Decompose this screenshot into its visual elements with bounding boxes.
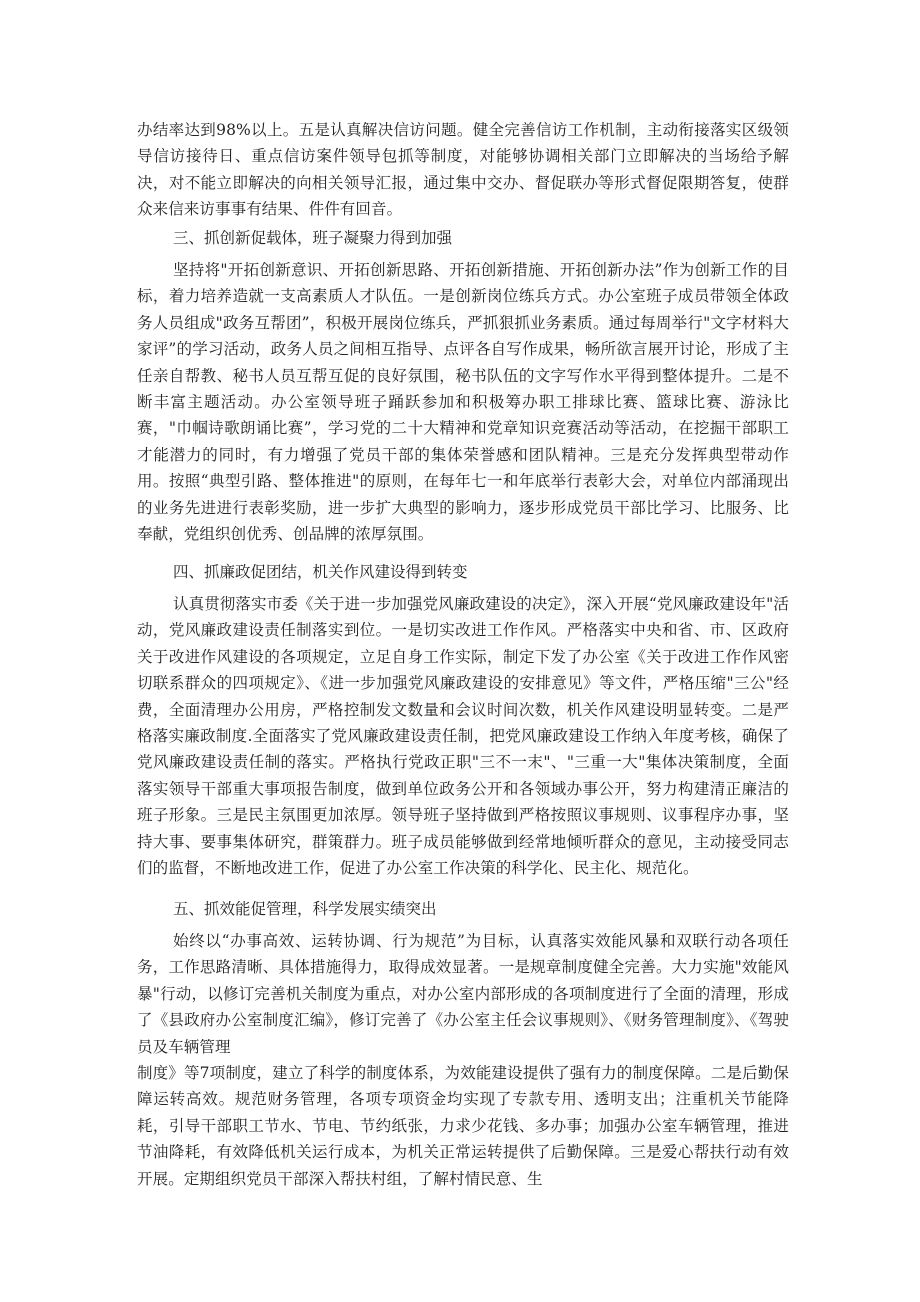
section-heading-integrity: 四、抓廉政促团结，机关作风建设得到转变 bbox=[173, 563, 468, 581]
paragraph-efficiency-body-part2: 制度》等7项制度，建立了科学的制度体系，为效能建设提供了强有力的制度保障。二是后勤保障运转高效。规范财务管理，各项专项资金均实现了专款专用、透明支出；注重机关节能降耗，引导干部职工节水、节电、节约纸张，力求少花钱、多办事；加强办公室车辆管理，推进节油降耗，有效降低机关运行成本，为机关正常运转提供了后勤保障。三是爱心帮扶行动有效开展。定期组织党员干部深入帮扶村组，了解村情民意、生 bbox=[137, 1064, 789, 1188]
paragraph-efficiency-body-part1: 始终以“办事高效、运转协调、行为规范”为目标，认真落实效能风暴和双联行动各项任务，工作思路清晰、具体措施得力，取得成效显著。一是规章制度健全完善。大力实施"效能风暴"行动，以修订完善机关制度为重点，对办公室内部形成的各项制度进行了全面的清理，形成了《县政府办公室制度汇编》，修订完善了《办公室主任会议事规则》、《财务管理制度》、《驾驶员及车辆管理 bbox=[137, 932, 789, 1056]
paragraph-integrity-body: 认真贯彻落实市委《关于进一步加强党风廉政建设的决定》，深入开展“党风廉政建设年"活动，党风廉政建设责任制落实到位。一是切实改进工作作风。严格落实中央和省、市、区政府关于改进作风建设的各项规定，立足自身工作实际，制定下发了办公室《关于改进工作作风密切联系群众的四项规定》、《进一步加强党风廉政建设的安排意见》等文件，严格压缩"三公"经费，全面清理办公用房，严格控制发文数量和会议时间次数，机关作风建设明显转变。二是严格落实廉政制度.全面落实了党风廉政建设责任制，把党风廉政建设工作纳入年度考核，确保了党风廉政建设责任制的落实。严格执行党政正职"三不一末"、"三重一大"集体决策制度，全面落实领导干部重大事项报告制度，做到单位政务公开和各领域办事公开，努力构建清正廉洁的班子形象。三是民主氛围更加浓厚。领导班子坚持做到严格按照议事规则、议事程序办事，坚持大事、要事集体研究，群策群力。班子成员能够做到经常地倾听群众的意见，主动接受同志们的监督，不断地改进工作，促进了办公室工作决策的科学化、民主化、规范化。 bbox=[137, 595, 789, 878]
section-heading-efficiency: 五、抓效能促管理，科学发展实绩突出 bbox=[173, 900, 437, 918]
paragraph-innovation-body: 坚持将"开拓创新意识、开拓创新思路、开拓创新措施、开拓创新办法”作为创新工作的目标，着力培养造就一支高素质人才队伍。一是创新岗位练兵方式。办公室班子成员带领全体政务人员组成"政务互帮团”，积极开展岗位练兵，严抓狠抓业务素质。通过每周举行"文字材料大家评”的学习活动，政务人员之间相互指导、点评各自写作成果，畅所欲言展开讨论，形成了主任亲自帮教、秘书人员互帮互促的良好氛围，秘书队伍的文字写作水平得到整体提升。二是不断丰富主题活动。办公室领导班子踊跃参加和积极筹办职工排球比赛、篮球比赛、游泳比赛，"巾帼诗歌朗诵比赛”，学习党的二十大精神和党章知识竞赛活动等活动，在挖掘干部职工才能潜力的同时，有力增强了党员干部的集体荣誉感和团队精神。三是充分发挥典型带动作用。按照“典型引路、整体推进"的原则，在每年七一和年底举行表彰大会，对单位内部涌现出的业务先进进行表彰奖励，进一步扩大典型的影响力，逐步形成党员干部比学习、比服务、比奉献，党组织创优秀、创品牌的浓厚氛围。 bbox=[137, 261, 789, 544]
paragraph-complaints-handling: 办结率达到98%以上。五是认真解决信访问题。健全完善信访工作机制，主动衔接落实区级领导信访接待日、重点信访案件领导包抓等制度，对能够协调相关部门立即解决的当场给予解决，对不能立即解决的向相关领导汇报，通过集中交办、督促联办等形式督促限期答复，使群众来信来访事事有结果、件件有回音。 bbox=[137, 121, 789, 219]
section-heading-innovation: 三、抓创新促载体，班子凝聚力得到加强 bbox=[173, 229, 453, 247]
